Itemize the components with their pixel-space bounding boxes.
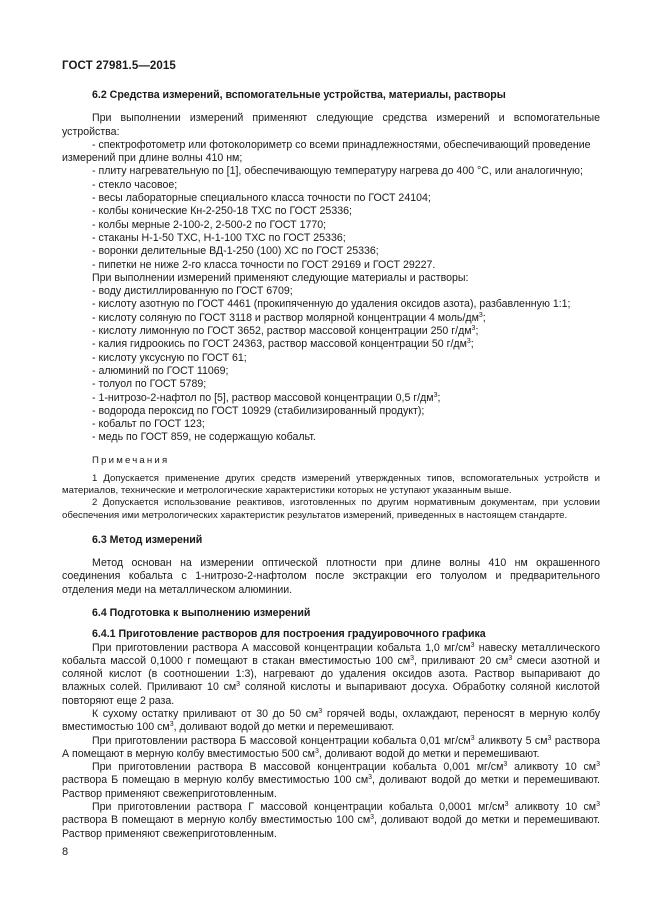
equipment-item: - весы лабораторные специального класса точности по ГОСТ 24104; xyxy=(92,192,431,205)
note-2: 2 Допускается использование реактивов, изготовленных по другим нормативным документам, при условии обеспечения ими метрологических характеристик результатов измерений, приведенных в настоящем стандарте. xyxy=(62,497,600,521)
material-item: - водорода пероксид по ГОСТ 10929 (стабилизированный продукт); xyxy=(92,404,425,417)
equipment-list xyxy=(62,139,600,272)
solution-v-paragraph: При приготовлении раствора В массовой концентрации кобальта 0,001 $мг/см^3$ аликвоту 10 $см^3$ раствора Б помещаю в мерную колбу вместимостью 100 $см^3$, доливают водой до метки и перемешивают. Раствор применяют свежеприготовленным. xyxy=(62,761,601,800)
material-item: - 1-нитрозо-2-нафтол по [5], раствор массовой концентрации 0,5 $г/дм^3$; xyxy=(92,391,441,404)
equipment-item: - стаканы Н-1-50 ТХС, Н-1-100 ТХС по ГОСТ 25336; xyxy=(92,231,346,244)
material-item: - воду дистиллированную по ГОСТ 6709; xyxy=(92,285,293,298)
equipment-item: - колбы мерные 2-100-2, 2-500-2 по ГОСТ 1770; xyxy=(92,218,327,231)
document-header-title: ГОСТ 27981.5—2015 xyxy=(62,60,176,72)
notes-title: Примечания xyxy=(92,454,170,466)
notes-block xyxy=(62,455,600,522)
material-item: - кислоту соляную по ГОСТ 3118 и раствор молярной концентрации 4 моль/$дм^3$; xyxy=(92,311,486,324)
equipment-item: - спектрофотометр или фотоколориметр со всеми принадлежностями, обеспечивающий проведение измерений при длине волны 410 нм; xyxy=(62,138,591,165)
material-item: - толуол по ГОСТ 5789; xyxy=(92,378,207,391)
material-item: - кислоту азотную по ГОСТ 4461 (прокипяченную до удаления оксидов азота), разбавленную 1:1; xyxy=(92,298,571,311)
solution-b-paragraph: При приготовлении раствора Б массовой концентрации кобальта 0,01 $мг/см^3$ аликвоту 5 $см^3$ раствора А помещают в мерную колбу вместимостью 500 $см^3$, доливают водой до метки и перемешивают. xyxy=(62,734,600,760)
material-item: - кобальт по ГОСТ 123; xyxy=(92,418,205,431)
section-6-4-heading: 6.4 Подготовка к выполнению измерений xyxy=(92,606,311,619)
equipment-intro: При выполнении измерений применяют следующие средства измерений и вспомогательные устройства: xyxy=(62,112,600,138)
material-item: - кислоту лимонную по ГОСТ 3652, раствор массовой концентрации 250 $г/дм^3$; xyxy=(92,325,479,338)
materials-intro: При выполнении измерений применяют следующие материалы и растворы: xyxy=(92,271,469,284)
material-item: - медь по ГОСТ 859, не содержащую кобальт. xyxy=(92,431,316,444)
note-1: 1 Допускается применение других средств измерений утвержденных типов, вспомогательных устройств и материалов, технические и метрологические характеристики которых не уступают указанным выше. xyxy=(62,472,600,497)
page-content xyxy=(62,89,600,841)
material-item: - калия гидроокись по ГОСТ 24363, раствор массовой концентрации 50 $г/дм^3$; xyxy=(92,338,474,351)
equipment-item: - воронки делительные ВД-1-250 (100) ХС по ГОСТ 25336; xyxy=(92,245,379,258)
material-item: - алюминий по ГОСТ 11069; xyxy=(92,364,229,377)
section-6-4-1-heading: 6.4.1 Приготовление растворов для построения градуировочного графика xyxy=(92,628,486,641)
method-description: Метод основан на измерении оптической плотности при длине волны 410 нм окрашенного соединения кобальта с 1-нитрозо-2-нафтолом после экстракции его толуолом и предварительного отделения меди на металлическом алюминии. xyxy=(62,557,600,596)
material-item: - кислоту уксусную по ГОСТ 61; xyxy=(92,351,247,364)
equipment-item: - стекло часовое; xyxy=(92,178,178,191)
solution-a-paragraph-2: К сухому остатку приливают от 30 до 50 $см^3$ горячей воды, охлаждают, переносят в мерную колбу вместимостью 100 $см^3$, доливают водой до метки и перемешивают. xyxy=(62,708,601,734)
section-6-2-heading: 6.2 Средства измерений, вспомогательные устройства, материалы, растворы xyxy=(92,89,506,101)
equipment-item: - пипетки не ниже 2-го класса точности по ГОСТ 29169 и ГОСТ 29227. xyxy=(92,258,436,271)
solution-a-paragraph: При приготовлении раствора А массовой концентрации кобальта 1,0 $мг/см^3$ навеску металлического кобальта массой 0,1000 г помещают в стакан вместимостью 100 $см^3$, приливают 20 $см^3$ смеси азотной и соляной кислот (в соотношении 1:3), нагревают до удаления оксидов азота. Раствор выпаривают до влажных солей. Приливают 10 $см^3$ соляной кислоты и выпаривают досуха. Обработку соляной кислотой повторяют еще 2 раза. xyxy=(62,641,600,707)
solution-g-paragraph: При приготовлении раствора Г массовой концентрации кобальта 0,0001 $мг/см^3$ аликвоту 10 $см^3$ раствора В помещают в мерную колбу вместимостью 100 $см^3$, доливают водой до метки и перемешивают. Раствор применяют свежеприготовленным. xyxy=(62,801,601,840)
page-number: 8 xyxy=(62,846,69,858)
equipment-item: - плиту нагревательную по [1], обеспечивающую температуру нагрева до 400 °С, или аналогичную; xyxy=(92,165,583,178)
equipment-item: - колбы конические Кн-2-250-18 ТХС по ГОСТ 25336; xyxy=(92,205,352,218)
section-6-3-heading: 6.3 Метод измерений xyxy=(92,533,203,546)
